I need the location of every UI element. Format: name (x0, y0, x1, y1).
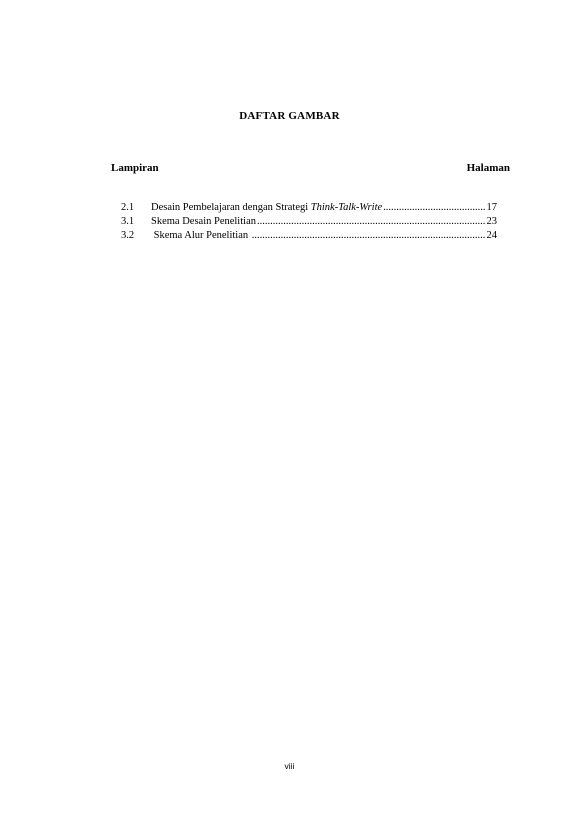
figure-page-number: 23 (486, 216, 497, 227)
dot-leader (383, 201, 485, 215)
figure-list (121, 201, 497, 243)
dot-leader (257, 215, 486, 229)
figure-list-item[interactable] (121, 201, 497, 215)
figure-page-number: 24 (486, 230, 497, 241)
column-header-halaman: Halaman (466, 162, 510, 174)
column-header-lampiran: Lampiran (111, 162, 159, 174)
figure-list-item[interactable] (121, 215, 497, 229)
figure-number: 3.2 (121, 230, 135, 241)
figure-list-item[interactable] (121, 229, 497, 243)
page-number: viii (284, 761, 295, 771)
dot-leader (252, 229, 486, 243)
figure-number: 3.1 (121, 216, 135, 227)
figure-number: 2.1 (121, 202, 135, 213)
figure-title: Desain Pembelajaran dengan Strategi Think-Talk-Write (151, 202, 383, 213)
page-title: DAFTAR GAMBAR (239, 110, 340, 122)
figure-title: Skema Alur Penelitian (151, 230, 251, 241)
figure-page-number: 17 (486, 202, 497, 213)
figure-title: Skema Desain Penelitian (151, 216, 256, 227)
